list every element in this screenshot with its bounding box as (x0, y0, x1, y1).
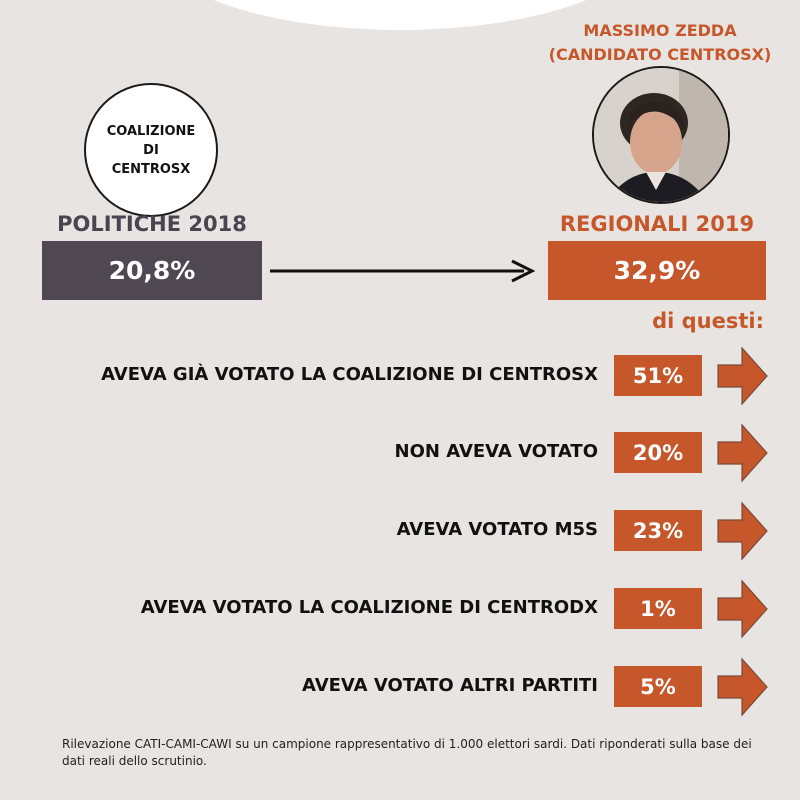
row-arrow-icon (716, 501, 770, 561)
breakdown-value: 23% (632, 518, 684, 543)
candidate-photo (592, 66, 730, 204)
breakdown-value-box (614, 588, 702, 629)
row-arrow-icon (716, 579, 770, 639)
di-questi-label: di questi: (652, 309, 764, 333)
breakdown-value-box (614, 510, 702, 551)
coalition-line-1: COALIZIONE (106, 123, 196, 139)
candidate-portrait-icon (594, 68, 730, 204)
row-arrow-icon (716, 346, 770, 406)
row-arrow-icon (716, 423, 770, 483)
regionali-value-box (548, 241, 766, 300)
breakdown-label: NON AVEVA VOTATO (394, 441, 598, 462)
breakdown-value-box (614, 355, 702, 396)
breakdown-value-box (614, 432, 702, 473)
candidate-name: MASSIMO ZEDDA (583, 21, 737, 40)
regionali-heading: REGIONALI 2019 (559, 212, 755, 236)
politiche-value: 20,8% (108, 256, 196, 285)
breakdown-value-box (614, 666, 702, 707)
breakdown-label: AVEVA VOTATO M5S (396, 519, 598, 540)
breakdown-label: AVEVA GIÀ VOTATO LA COALIZIONE DI CENTROSX (101, 364, 598, 385)
candidate-caption (540, 19, 780, 67)
coalition-line-2: DI (143, 142, 159, 158)
breakdown-label: AVEVA VOTATO ALTRI PARTITI (301, 675, 598, 696)
politiche-value-box (42, 241, 262, 300)
politiche-heading: POLITICHE 2018 (57, 212, 247, 236)
row-arrow-icon (716, 657, 770, 717)
breakdown-value: 5% (640, 674, 676, 699)
regionali-value: 32,9% (613, 256, 701, 285)
breakdown-value: 51% (632, 363, 684, 388)
coalition-circle (84, 83, 218, 217)
breakdown-label: AVEVA VOTATO LA COALIZIONE DI CENTRODX (140, 597, 598, 618)
transition-arrow-icon (268, 258, 538, 284)
candidate-role: (CANDIDATO CENTROSX) (548, 45, 772, 64)
breakdown-value: 20% (632, 440, 684, 465)
breakdown-value: 1% (640, 596, 676, 621)
coalition-line-3: CENTROSX (111, 161, 191, 177)
footnote: Rilevazione CATI-CAMI-CAWI su un campione rappresentativo di 1.000 elettori sardi. Dati riponderati sulla base dei dati reali dello scrutinio. (62, 737, 752, 768)
